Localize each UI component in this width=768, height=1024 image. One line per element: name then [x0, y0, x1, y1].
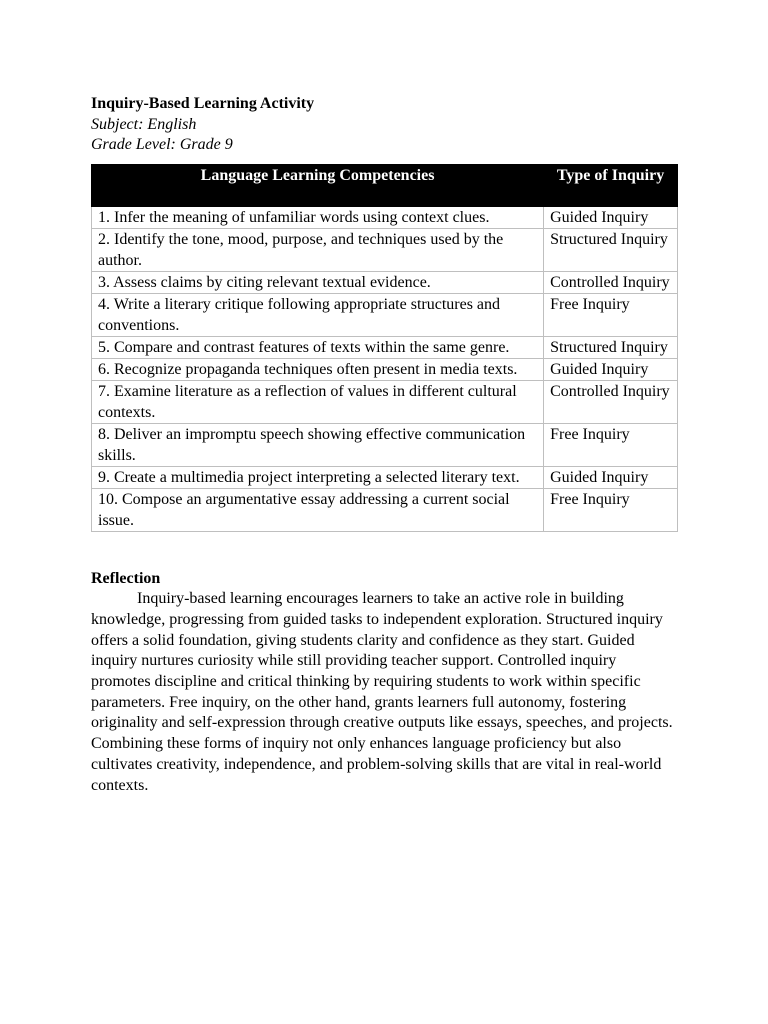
- document-page: [91, 94, 678, 796]
- competency-cell: 5. Compare and contrast features of texts within the same genre.: [92, 336, 544, 358]
- table-row: [92, 206, 678, 228]
- competency-cell: 3. Assess claims by citing relevant textual evidence.: [92, 271, 544, 293]
- inquiry-type-cell: Free Inquiry: [544, 293, 678, 336]
- table-row: [92, 358, 678, 380]
- document-title: Inquiry-Based Learning Activity: [91, 95, 315, 112]
- table-row: [92, 466, 678, 488]
- inquiry-type-cell: Guided Inquiry: [544, 358, 678, 380]
- inquiry-type-cell: Controlled Inquiry: [544, 380, 678, 423]
- competency-cell: 1. Infer the meaning of unfamiliar words using context clues.: [92, 206, 544, 228]
- competency-cell: 6. Recognize propaganda techniques often present in media texts.: [92, 358, 544, 380]
- competency-cell: 8. Deliver an impromptu speech showing effective communication skills.: [92, 423, 544, 466]
- inquiry-type-cell: Structured Inquiry: [544, 228, 678, 271]
- header-type-of-inquiry: Type of Inquiry: [544, 164, 678, 206]
- table-row: [92, 228, 678, 271]
- inquiry-type-cell: Guided Inquiry: [544, 466, 678, 488]
- inquiry-type-cell: Free Inquiry: [544, 488, 678, 531]
- competency-cell: 10. Compose an argumentative essay addressing a current social issue.: [92, 488, 544, 531]
- header-competencies: Language Learning Competencies: [92, 164, 544, 206]
- reflection-section: [91, 569, 678, 797]
- competency-cell: 2. Identify the tone, mood, purpose, and techniques used by the author.: [92, 228, 544, 271]
- inquiry-type-cell: Controlled Inquiry: [544, 271, 678, 293]
- competencies-table: [91, 164, 678, 532]
- inquiry-type-cell: Structured Inquiry: [544, 336, 678, 358]
- table-row: [92, 336, 678, 358]
- subject-line: Subject: English: [91, 115, 197, 133]
- inquiry-type-cell: Guided Inquiry: [544, 206, 678, 228]
- reflection-heading: Reflection: [91, 569, 161, 587]
- table-header-row: [92, 164, 678, 206]
- inquiry-type-cell: Free Inquiry: [544, 423, 678, 466]
- reflection-body: Inquiry-based learning encourages learners to take an active role in building knowledge, progressing from guided tasks to independent exploration. Structured inquiry offers a solid foundation, giving students clarity and confidence as they start. Guided inquiry nurtures curiosity while still providing teacher support. Controlled inquiry promotes discipline and critical thinking by requiring students to work within specific parameters. Free inquiry, on the other hand, grants learners full autonomy, fostering originality and self-expression through creative outputs like essays, speeches, and projects. Combining these forms of inquiry not only enhances language proficiency but also cultivates creativity, independence, and problem-solving skills that are vital in real-world contexts.: [91, 590, 673, 794]
- table-row: [92, 271, 678, 293]
- grade-level-line: Grade Level: Grade 9: [91, 136, 233, 153]
- competency-cell: 4. Write a literary critique following appropriate structures and conventions.: [92, 293, 544, 336]
- table-row: [92, 488, 678, 531]
- table-row: [92, 423, 678, 466]
- table-row: [92, 380, 678, 423]
- competency-cell: 7. Examine literature as a reflection of values in different cultural contexts.: [92, 380, 544, 423]
- table-row: [92, 293, 678, 336]
- competency-cell: 9. Create a multimedia project interpreting a selected literary text.: [92, 466, 544, 488]
